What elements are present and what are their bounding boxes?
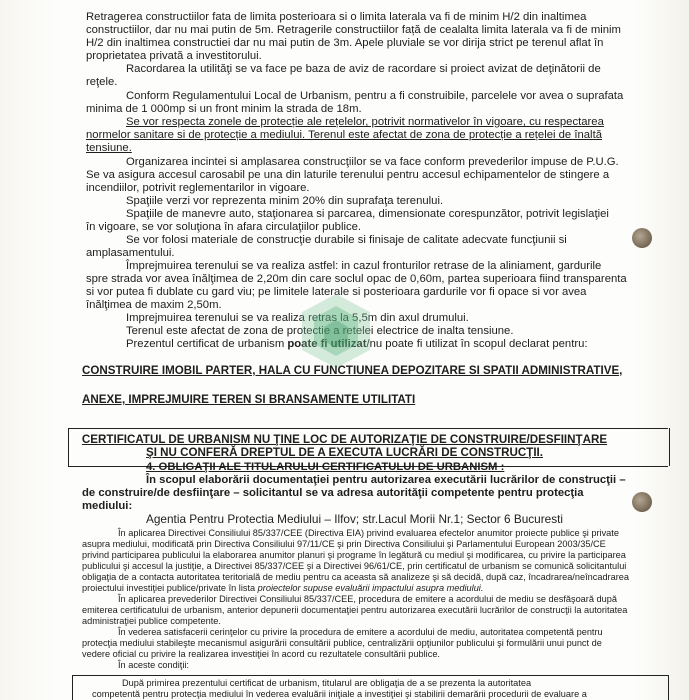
small-line: competentă pentru protecţia mediului în vederea evaluării iniţiale a investiţiei şi stabilirii demarării procedurii de evaluare a [92,689,587,699]
text-line: mediului: [82,500,133,512]
section-heading: 4. OBLIGAŢII ALE TITULARULUI CERTIFICATULUI DE URBANISM : [146,461,505,473]
small-line: obligaţia de a contacta autoritatea teritorială de mediu pentru ca aceasta să analizeze şi să decidă, după caz, încadrarea/neîncadrarea [82,572,630,582]
small-line: privind participarea publicului la elaborarea anumitor planuri şi programe în legătură cu mediul şi modificarea, cu privire la participarea [82,550,626,560]
text-span-italic: proiectelor supuse evaluării impactului asupra mediului. [257,583,484,593]
small-line: În aceste condiţii: [118,660,189,670]
text-line: constructiilor, dar nu mai putin de 5m. Retragerile constructiilor față de cealalta limita laterala va fi de minim [86,24,621,36]
text-line: înălţimea de maxim 2,50m. [86,299,222,311]
text-line: Conform Regulamentului Local de Urbanism, pentru a fi construibile, parcelele vor avea o suprafata [126,90,624,102]
notice-line: ŞI NU CONFERĂ DREPTUL DE A EXECUTA LUCRĂRI DE CONSTRUCŢII. [146,446,543,459]
small-line: În aplicarea prevederilor Directivei Consiliului 85/337/CEE, procedura de emitere a acordului de mediu se desfăşoară după [118,594,617,604]
small-line: emiterea certificatului de urbanism, anterior depunerii documentaţiei pentru autorizarea executării lucrărilor de construcţii la autoritatea [82,605,628,615]
text-line: normelor sanitare si de protecție a mediului. Terenul este afectat de zona de protecție a rețelei de înaltă [86,129,602,141]
text-span: Prezentul certificat de urbanism [126,338,288,350]
small-line: asupra mediului, modificată prin Directiva Consiliului 97/11/CE şi prin Directiva Consiliului şi Parlamentului European 2003/35/CE [82,539,606,549]
stamp-watermark [296,290,376,372]
text-line: tensiune. [86,142,132,154]
text-line: Retragerea constructiilor fata de limita posterioara si o limita laterala va fi de minim H/2 din inaltimea [86,11,587,23]
agency-line: Agentia Pentru Protectia Mediului – Ilfov; str.Lacul Morii Nr.1; Sector 6 Bucuresti [146,512,564,526]
text-line: proprietatea privată a investitorului. [86,50,262,62]
text-line: Terenul este afectat de zona de protectie a retelei electrice de inalta tensiune. [126,325,514,337]
text-line: În scopul elaborării documentaţiei pentru autorizarea executării lucrărilor de construcţii – [146,474,626,486]
text-line: si vor putea fi dublate cu gard viu; pe limitele laterale si posterioara gardurile vor fi opace si vor avea [86,286,587,298]
purpose-line: ANEXE, IMPREJMUIRE TEREN SI BRANSAMENTE UTILITATI [82,393,416,406]
text-line: Imprejmuirea terenului se va realiza retras la 5,5m din axul drumului. [126,312,469,324]
small-line: protecţia mediului stabileşte mecanismul asigurării consultării publice, centralizării opţiunilor publicului şi formulării unui punct de [82,638,602,648]
small-line [82,583,483,594]
text-line: Se va asigura accesul carosabil pe una din laturile terenului pentru accesul echipamentelor de stingere a [86,169,610,181]
text-line: minima de 1 000mp si un front minim la strada de 18m. [86,103,362,115]
punch-hole [632,492,652,512]
small-line: publicului şi accesul la justiţie, a Directivei 85/337/CEE şi a Directivei 96/61/CE, prin certificatul de urbanism se comunică solicitantului [82,561,627,571]
text-span: /nu poate fi utilizat în scopul declarat pentru: [366,338,588,350]
purpose-line: CONSTRUIRE IMOBIL PARTER, HALA CU FUNCTIUNEA DEPOZITARE SI SPATII ADMINISTRATIVE, [82,364,623,377]
punch-hole [632,228,652,248]
text-line: de construire/de desfiinţare – solicitantul se va adresa autorităţii competente pentru protecţia [82,487,584,499]
notice-line: CERTIFICATUL DE URBANISM NU ŢINE LOC DE AUTORIZAŢIE DE CONSTRUIRE/DESFIINŢARE [81,433,608,446]
small-line: În aplicarea Directivei Consiliului 85/337/CEE (Directiva EIA) privind evaluarea efectelor anumitor proiecte publice şi private [118,528,619,538]
small-line: vedere oficial cu privire la realizarea investiţiei în acord cu rezultatele consultării publice. [82,649,440,659]
text-line: Organizarea incintei si amplasarea construcţiilor se va face conform prevederilor impuse de P.U.G. [126,156,619,168]
text-line: Se vor respecta zonele de protecție ale rețelelor, potrivit normativelor în vigoare, cu respectarea [126,116,604,128]
text-line: H/2 din inaltimea constructiei dar nu mai putin de 3m. Apele pluviale se vor dirija strict pe terenul aflat în [86,37,604,49]
small-line: În vederea satisfacerii cerinţelor cu privire la procedura de emitere a acordului de mediu, autoritatea competentă pentru [118,627,603,637]
text-line: Se vor folosi materiale de construcţie durabile si finisaje de calitate adecvate funcţiunii si [126,234,567,246]
text-line: Racordarea la utilităţi se va face pe baza de aviz de racordare si proiect avizat de deţinătorii de [126,63,601,75]
small-line: administraţiei publice competente. [82,616,221,626]
text-line: reţele. [86,76,118,88]
text-span: proiectului investiţiei publice/private în lista [82,583,258,593]
small-line: După primirea prezentului certificat de urbanism, titularul are obligaţia de a se prezenta la autoritatea [122,678,532,688]
text-line: Spaţiile verzi vor reprezenta minim 20% din suprafaţa terenului. [126,195,444,207]
text-line: Împrejmuirea terenului se va realiza astfel: in cazul fronturilor retrase de la aliniament, gardurile [126,260,602,272]
text-line: amplasamentului. [86,247,175,259]
text-line: spre strada vor avea înălţimea de 2,20m din care soclul opac de 0,60m, partea superioara fiind transparenta [86,273,627,285]
text-line: incendiilor, potrivit reglementarilor in vigoare. [86,182,310,194]
text-line: Spaţiile de manevre auto, staţionarea si parcarea, dimensionate corespunzător, potrivit legislaţiei [126,208,609,220]
text-span-bold: poate fi utilizat [287,338,367,350]
text-line: în vigoare, se vor soluţiona în afara circulaţiilor publice. [86,221,362,233]
